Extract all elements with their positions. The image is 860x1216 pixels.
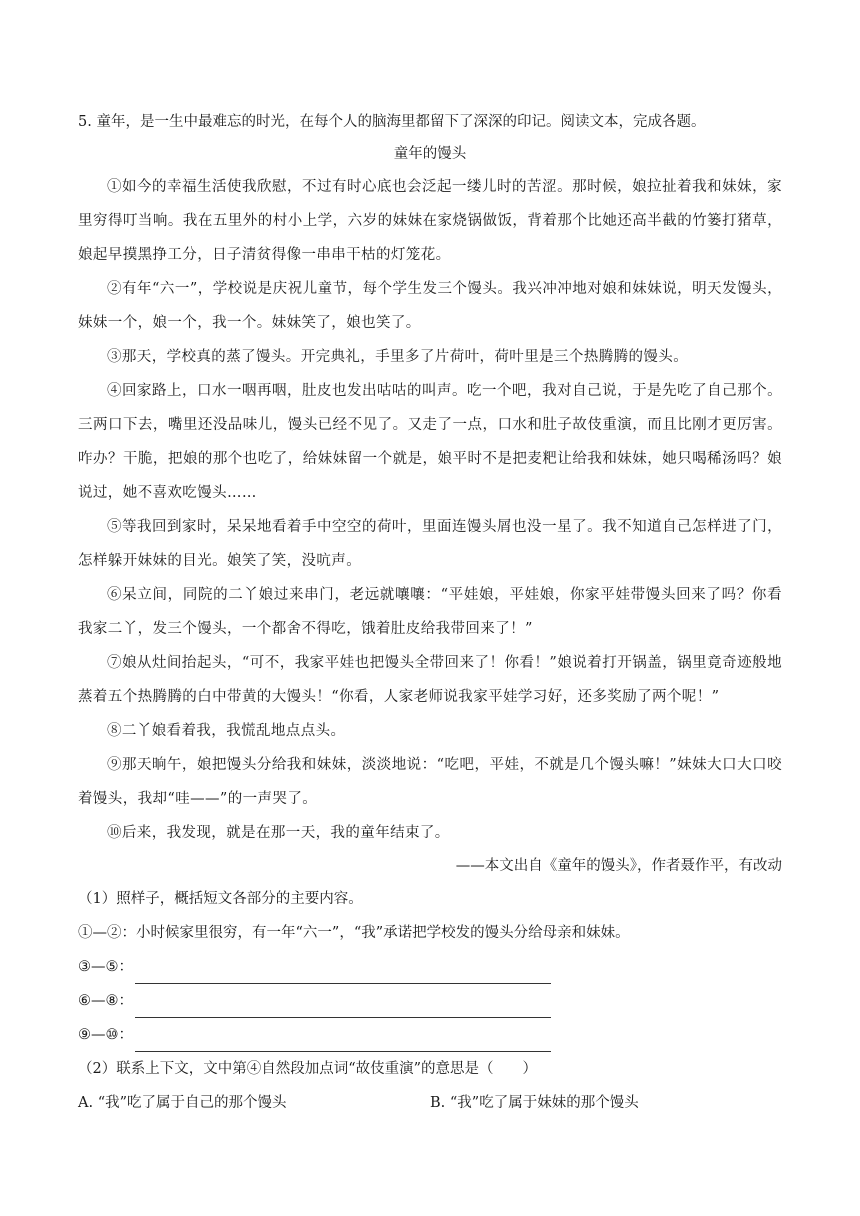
- paragraph-6: ⑥呆立间，同院的二丫娘过来串门，老远就嚷嚷：“平娃娘，平娃娘，你家平娃带馒头回来了吗？你看我家二丫，发三个馒头，一个都舍不得吃，饿着肚皮给我带回来了！”: [78, 587, 782, 637]
- sub-question-2-prompt: （2）联系上下文，文中第④自然段加点词“故伎重演”的意思是（ ）: [78, 1061, 538, 1077]
- option-b[interactable]: B. “我”吃了属于妹妹的那个馒头: [430, 1095, 639, 1111]
- paragraph-2: ②有年“六一”，学校说是庆祝儿童节，每个学生发三个馒头。我兴冲冲地对娘和妹妹说，明天发馒头，妹妹一个，娘一个，我一个。妹妹笑了，娘也笑了。: [78, 281, 782, 331]
- answer-line-6-8: [78, 984, 782, 1018]
- answer-line-3-5: [78, 950, 782, 984]
- answer-line-9-10: [78, 1018, 782, 1052]
- paragraph-9: ⑨那天晌午，娘把馒头分给我和妹妹，淡淡地说：“吃吧，平娃，不就是几个馒头嘛！”妹妹大口大口咬着馒头，我却“哇——”的一声哭了。: [78, 757, 782, 807]
- article-body: [78, 170, 782, 850]
- option-a[interactable]: A. “我”吃了属于自己的那个馒头: [78, 1095, 287, 1111]
- paragraph-3: ③那天，学校真的蒸了馒头。开完典礼，手里多了片荷叶，荷叶里是三个热腾腾的馒头。: [107, 349, 689, 365]
- sub-question-2: [78, 1052, 782, 1120]
- paragraph-10: ⑩后来，我发现，就是在那一天，我的童年结束了。: [107, 825, 450, 841]
- answer-label: ⑨—⑩：: [78, 1027, 133, 1043]
- paragraph-4: ④回家路上，口水一咽再咽，肚皮也发出咕咕的叫声。吃一个吧，我对自己说，于是先吃了自己那个。三两口下去，嘴里还没品味儿，馒头已经不见了。又走了一点，口水和肚子故伎重演，而且比刚才更厉害。咋办？干脆，把娘的那个也吃了，给妹妹留一个就是，娘平时不是把麦粑让给我和妹妹，她只喝稀汤吗？娘说过，她不喜欢吃馒头……: [78, 383, 782, 501]
- answer-blank[interactable]: [135, 995, 551, 1018]
- paragraph-7: ⑦娘从灶间抬起头，“可不，我家平娃也把馒头全带回来了！你看！”娘说着打开锅盖，锅里竟奇迹般地蒸着五个热腾腾的白中带黄的大馒头！“你看，人家老师说我家平娃学习好，还多奖励了两个呢！”: [78, 655, 782, 705]
- answer-label: ③—⑤：: [78, 959, 133, 975]
- sub-question-1: [78, 882, 782, 1052]
- question-intro: 5. 童年，是一生中最难忘的时光，在每个人的脑海里都留下了深深的印记。阅读文本，完成各题。: [78, 114, 706, 130]
- answer-blank[interactable]: [135, 961, 551, 984]
- document-page: [78, 110, 782, 1120]
- paragraph-8: ⑧二丫娘看着我，我慌乱地点点头。: [107, 723, 346, 739]
- paragraph-5: ⑤等我回到家时，呆呆地看着手中空空的荷叶，里面连馒头屑也没一星了。我不知道自己怎样进了门，怎样躲开妹妹的目光。娘笑了笑，没吭声。: [78, 519, 782, 569]
- article-source: ——本文出自《童年的馒头》，作者聂作平，有改动: [455, 858, 782, 874]
- answer-label: ⑥—⑧：: [78, 993, 133, 1009]
- answer-blank[interactable]: [135, 1029, 551, 1052]
- paragraph-1: ①如今的幸福生活使我欣慰，不过有时心底也会泛起一缕儿时的苦涩。那时候，娘拉扯着我和妹妹，家里穷得叮当响。我在五里外的村小上学，六岁的妹妹在家烧锅做饭，背着那个比她还高半截的竹篓打猪草，娘起早摸黑挣工分，日子清贫得像一串串干枯的灯笼花。: [78, 179, 782, 263]
- sub-question-1-prompt: （1）照样子，概括短文各部分的主要内容。: [78, 891, 363, 907]
- article-title: 童年的馒头: [393, 146, 467, 162]
- sub-question-1-example: ①—②：小时候家里很穷，有一年“六一”，“我”承诺把学校发的馒头分给母亲和妹妹。: [78, 925, 630, 941]
- answer-options: [78, 1086, 782, 1120]
